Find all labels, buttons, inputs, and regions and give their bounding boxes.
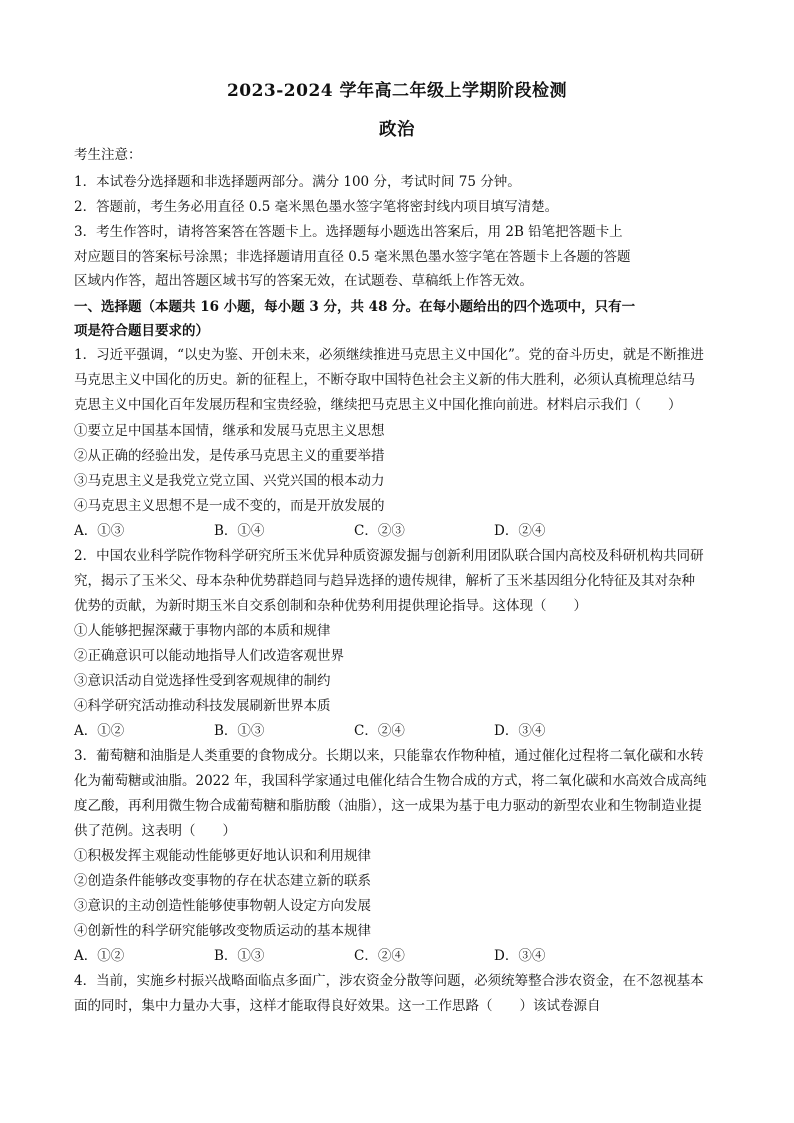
question-3-stem: 化为葡萄糖或油脂。2022 年，我国科学家通过电催化结合生物合成的方式，将二氧化碳和水高效合成高纯 [74, 773, 707, 789]
question-3-choice-a: A．①② [74, 948, 125, 964]
question-2-choice-b: B．①③ [214, 723, 265, 739]
question-3-choice-c: C．②④ [354, 948, 405, 964]
question-3-item: ②创造条件能够改变事物的存在状态建立新的联系 [74, 873, 371, 889]
question-3-choice-b: B．①③ [214, 948, 265, 964]
section-header-cont: 项是符合题目要求的） [74, 323, 209, 339]
question-2-choice-c: C．②④ [354, 723, 405, 739]
question-3-choice-d: D．③④ [494, 948, 546, 964]
question-1-choice-c: C．②③ [354, 523, 405, 539]
question-2-item: ④科学研究活动推动科技发展刷新世界本质 [74, 698, 331, 714]
question-2-choice-a: A．①② [74, 723, 125, 739]
question-3-item: ④创新性的科学研究能够改变物质运动的基本规律 [74, 923, 371, 939]
question-3-item: ③意识的主动创造性能够使事物朝人设定方向发展 [74, 898, 371, 914]
question-1-item: ④马克思主义思想不是一成不变的，而是开放发展的 [74, 498, 385, 514]
question-1-item: ③马克思主义是我党立党立国、兴党兴国的根本动力 [74, 473, 385, 489]
question-1-stem: 1．习近平强调，“以史为鉴、开创未来，必须继续推进马克思主义中国化”。党的奋斗历史，就是不断推进 [74, 347, 704, 363]
notice-line: 区域内作答，超出答题区域书写的答案无效，在试题卷、草稿纸上作答无效。 [74, 273, 533, 289]
question-1-item: ②从正确的经验出发，是传承马克思主义的重要举措 [74, 448, 385, 464]
question-2-item: ③意识活动自觉选择性受到客观规律的制约 [74, 673, 331, 689]
subject-title: 政治 [379, 120, 415, 140]
exam-title: 2023-2024 学年高二年级上学期阶段检测 [226, 81, 568, 101]
question-3-stem: 度乙酸，再利用微生物合成葡萄糖和脂肪酸（油脂），这一成果为基于电力驱动的新型农业和生物制造业提 [74, 798, 702, 814]
question-2-choice-d: D．③④ [494, 723, 546, 739]
question-3-stem: 供了范例。这表明（ ） [74, 823, 236, 839]
question-1-choice-a: A．①③ [74, 523, 125, 539]
question-4-stem: 面的同时，集中力量办大事，这样才能取得良好效果。这一工作思路（ ）该试卷源自 [74, 998, 601, 1014]
question-2-item: ②正确意识可以能动地指导人们改造客观世界 [74, 648, 344, 664]
notice-line: 对应题目的答案标号涂黑；非选择题请用直径 0.5 毫米黑色墨水签字笔在答题卡上各题的答题 [74, 249, 631, 265]
question-1-stem: 马克思主义中国化的历史。新的征程上，不断夺取中国特色社会主义新的伟大胜利，必须认真梳理总结马 [74, 372, 695, 388]
question-1-choice-b: B．①④ [214, 523, 265, 539]
notice-line: 2．答题前，考生务必用直径 0.5 毫米黑色墨水签字笔将密封线内项目填写清楚。 [74, 199, 559, 215]
question-4-stem: 4．当前，实施乡村振兴战略面临点多面广，涉农资金分散等问题，必须统筹整合涉农资金，在不忽视基本 [74, 973, 704, 989]
notice-heading: 考生注意： [74, 147, 142, 163]
notice-line: 3．考生作答时，请将答案答在答题卡上。选择题每小题选出答案后，用 2B 铅笔把答题卡上 [74, 224, 623, 240]
question-2-item: ①人能够把握深藏于事物内部的本质和规律 [74, 623, 331, 639]
question-1-choice-d: D．②④ [494, 523, 546, 539]
notice-line: 1．本试卷分选择题和非选择题两部分。满分 100 分，考试时间 75 分钟。 [74, 174, 521, 190]
question-3-item: ①积极发挥主观能动性能够更好地认识和利用规律 [74, 848, 371, 864]
question-2-stem: 究，揭示了玉米父、母本杂种优势群趋同与趋异选择的遗传规律，解析了玉米基因组分化特征及其对杂种 [74, 573, 695, 589]
question-2-stem: 优势的贡献，为新时期玉米自交系创制和杂种优势利用提供理论指导。这体现（ ） [74, 598, 587, 614]
question-1-stem: 克思主义中国化百年发展历程和宝贵经验，继续把马克思主义中国化推向前进。材料启示我们（ ） [74, 397, 682, 413]
question-3-stem: 3．葡萄糖和油脂是人类重要的食物成分。长期以来，只能靠农作物种植，通过催化过程将二氧化碳和水转 [74, 748, 704, 764]
question-2-stem: 2．中国农业科学院作物科学研究所玉米优异种质资源发掘与创新利用团队联合国内高校及科研机构共同研 [74, 548, 704, 564]
question-1-item: ①要立足中国基本国情，继承和发展马克思主义思想 [74, 423, 385, 439]
section-header: 一、选择题（本题共 16 小题，每小题 3 分，共 48 分。在每小题给出的四个选项中，只有一 [74, 299, 636, 315]
